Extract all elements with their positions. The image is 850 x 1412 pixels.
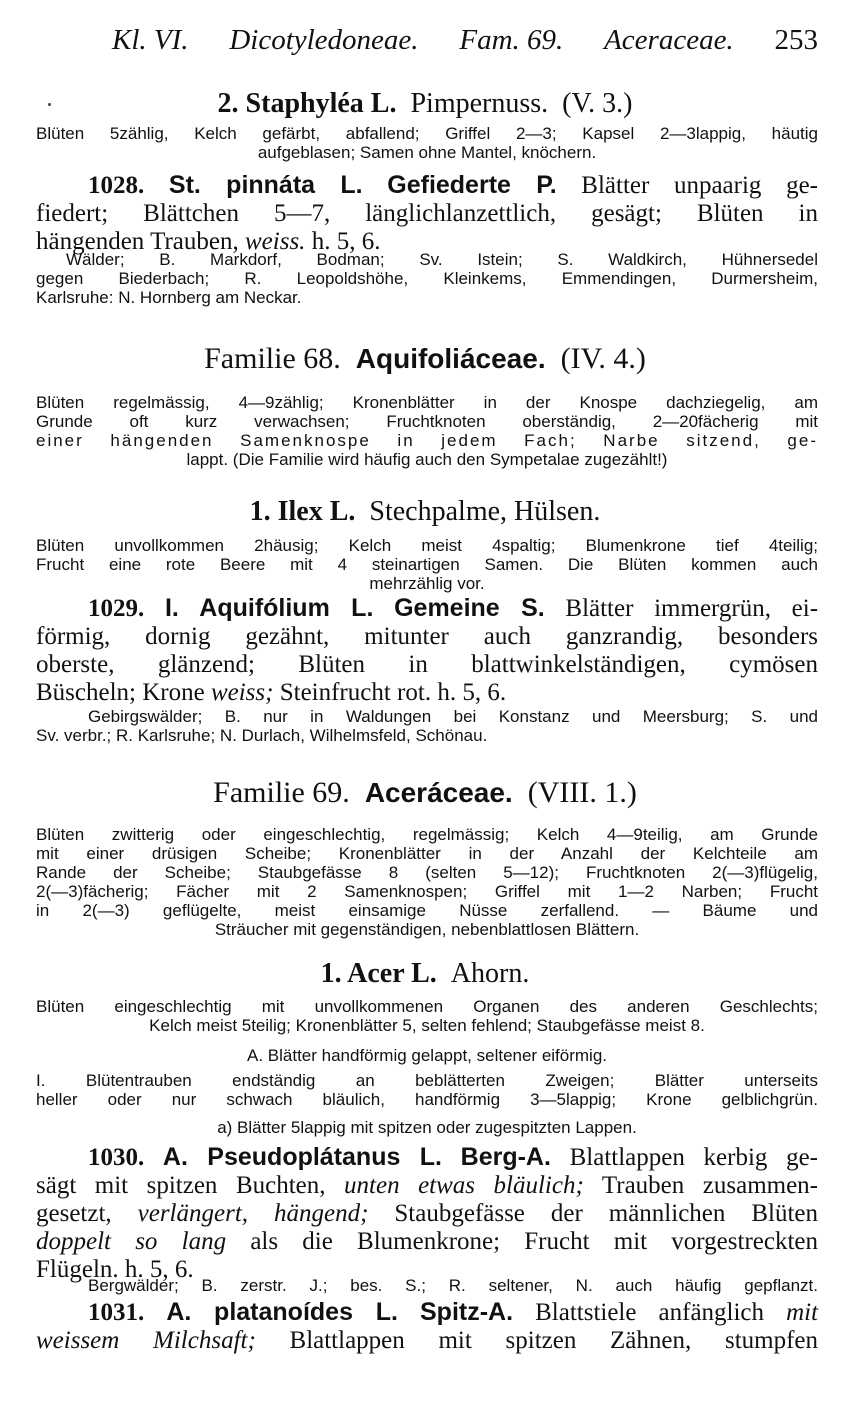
- header-family-name: Aceraceae.: [604, 24, 734, 56]
- genus-heading-acer: [0, 958, 850, 990]
- header-family: Fam. 69.: [459, 24, 564, 56]
- species-text: als die Blumenkrone; Frucht mit vorgestreckten: [250, 1228, 819, 1255]
- species-1029: [36, 594, 818, 707]
- species-text: Steinfrucht rot. h. 5, 6.: [279, 679, 507, 706]
- header-class: Kl. VI.: [112, 24, 189, 56]
- locations-1029: [36, 707, 818, 745]
- species-flower-color: weiss;: [210, 679, 274, 706]
- species-text: Blattstiele anfänglich: [535, 1299, 765, 1326]
- loc-line: Karlsruhe: N. Hornberg am Neckar.: [36, 288, 302, 307]
- species-number: 1031.: [88, 1299, 145, 1326]
- desc-line: mit einer drüsigen Scheibe; Kronenblätter in der Anzahl der Kelchteile am: [36, 844, 818, 863]
- species-common-name: Spitz-A.: [420, 1298, 514, 1326]
- family-description-69: [36, 825, 818, 939]
- desc-line: mehrzählig vor.: [369, 574, 485, 593]
- page-number: 253: [774, 24, 818, 56]
- desc-line: 2(—3)fächerig; Fächer mit 2 Samenknospen; Griffel mit 1—2 Narben; Frucht: [36, 882, 818, 901]
- desc-line: Grunde oft kurz verwachsen; Fruchtknoten oberständig, 2—20fächerig mit: [36, 412, 818, 431]
- desc-line: Blüten 5zählig, Kelch gefärbt, abfallend; Griffel 2—3; Kapsel 2—3lappig, häutig: [36, 124, 818, 143]
- genus-common-name: Stechpalme, Hülsen.: [369, 496, 601, 527]
- species-1031: [36, 1298, 818, 1355]
- species-line: [36, 1228, 818, 1256]
- desc-line: Sträucher mit gegenständigen, nebenblattlosen Blättern.: [214, 920, 640, 939]
- species-common-name: Gefiederte P.: [387, 171, 557, 199]
- family-name: Aquifoliáceae.: [355, 343, 546, 374]
- species-line: [36, 1172, 818, 1200]
- loc-line: Wälder; B. Markdorf, Bodman; Sv. Istein; S. Waldkirch, Hühnersedel: [66, 250, 818, 269]
- family-description-68: [36, 393, 818, 469]
- species-text: h. 5, 6.: [311, 228, 381, 255]
- desc-line: lappt. (Die Familie wird häufig auch den Sympetalae zugezählt!): [186, 450, 668, 469]
- desc-line: aufgeblasen; Samen ohne Mantel, knöchern.: [257, 143, 597, 162]
- genus-common-name: Ahorn.: [450, 958, 530, 989]
- genus-description-acer: [36, 997, 818, 1035]
- family-name: Aceráceae.: [364, 777, 513, 808]
- species-number: 1029.: [88, 595, 145, 622]
- key-a: [36, 1118, 818, 1137]
- species-line: [36, 679, 818, 707]
- desc-line: Blüten unvollkommen 2häusig; Kelch meist 4spaltig; Blumenkrone tief 4teilig;: [36, 536, 818, 555]
- species-emphasis: unten etwas bläulich;: [344, 1172, 584, 1199]
- genus-heading-staphylea: [0, 88, 850, 120]
- species-emphasis: mit: [786, 1299, 819, 1326]
- genus-system: (V. 3.): [562, 88, 633, 119]
- species-text: Blätter unpaarig ge-: [581, 172, 818, 199]
- desc-line: in 2(—3) geflügelte, meist einsamige Nüsse zerfallend. — Bäume und: [36, 901, 818, 920]
- desc-line: Blüten eingeschlechtig mit unvollkommenen Organen des anderen Geschlechts;: [36, 997, 818, 1016]
- family-heading-69: [0, 776, 850, 810]
- genus-name: 1. Ilex L.: [249, 496, 356, 527]
- species-text: Blattlappen mit spitzen Zähnen, stumpfen: [289, 1327, 819, 1354]
- species-emphasis: verlängert, hängend;: [137, 1200, 369, 1227]
- loc-line: gegen Biederbach; R. Leopoldshöhe, Kleinkems, Emmendingen, Durmersheim,: [36, 269, 818, 288]
- key-line: heller oder nur schwach bläulich, handförmig 3—5lappig; Krone gelblichgrün.: [36, 1090, 818, 1109]
- key-I: [36, 1071, 818, 1109]
- genus-common-name: Pimpernuss.: [410, 88, 549, 119]
- species-first-line: [36, 1298, 818, 1327]
- species-text: gesetzt,: [36, 1200, 112, 1227]
- genus-heading-ilex: [0, 496, 850, 528]
- family-heading-68: [0, 342, 850, 376]
- species-first-line: [36, 594, 818, 623]
- family-system: (VIII. 1.): [527, 776, 637, 809]
- species-name: I. Aquifólium L.: [164, 594, 374, 622]
- species-common-name: Berg-A.: [460, 1143, 551, 1171]
- family-label: Familie 69.: [213, 776, 350, 809]
- species-line: [36, 1327, 818, 1355]
- genus-name: Staphyléa L.: [245, 88, 397, 119]
- desc-line: Kelch meist 5teilig; Kronenblätter 5, selten fehlend; Staubgefässe meist 8.: [149, 1016, 705, 1035]
- species-emphasis: weissem Milchsaft;: [36, 1327, 256, 1354]
- species-first-line: [36, 1143, 818, 1172]
- desc-line: Blüten zwitterig oder eingeschlechtig, regelmässig; Kelch 4—9teilig, am Grunde: [36, 825, 818, 844]
- locations-1030: [36, 1276, 818, 1295]
- species-line: [36, 1200, 818, 1228]
- species-text: hängenden Trauben,: [36, 228, 239, 255]
- genus-description-staphylea: [36, 124, 818, 162]
- locations-1028: [36, 250, 818, 307]
- key-line: a) Blätter 5lappig mit spitzen oder zugespitzten Lappen.: [217, 1118, 637, 1137]
- family-label: Familie 68.: [204, 342, 341, 375]
- species-1030: [36, 1143, 818, 1284]
- family-system: (IV. 4.): [560, 342, 646, 375]
- species-text: Trauben zusammen-: [601, 1172, 819, 1199]
- header-subclass: Dicotyledoneae.: [229, 24, 419, 56]
- desc-line: einer hängenden Samenknospe in jedem Fach; Narbe sitzend, ge-: [36, 431, 818, 450]
- species-text: Büscheln; Krone: [36, 679, 205, 706]
- species-text: Blattlappen kerbig ge-: [569, 1144, 818, 1171]
- species-line: oberste, glänzend; Blüten in blattwinkelständigen, cymösen: [36, 651, 818, 678]
- species-line: fiedert; Blättchen 5—7, länglichlanzettlich, gesägt; Blüten in: [36, 200, 818, 227]
- species-name: St. pinnáta L.: [168, 171, 363, 199]
- genus-description-ilex: [36, 536, 818, 593]
- key-line: A. Blätter handförmig gelappt, seltener eiförmig.: [246, 1046, 608, 1065]
- species-name: A. Pseudoplátanus L.: [162, 1143, 442, 1171]
- desc-line: Rande der Scheibe; Staubgefässe 8 (selten 5—12); Fruchtknoten 2(—3)flügelig,: [36, 863, 818, 882]
- genus-number: 2.: [217, 88, 239, 119]
- desc-line: Blüten regelmässig, 4—9zählig; Kronenblätter in der Knospe dachziegelig, am: [36, 393, 818, 412]
- running-header: [112, 24, 818, 57]
- species-number: 1030.: [88, 1144, 145, 1171]
- loc-line: Bergwälder; B. zerstr. J.; bes. S.; R. seltener, N. auch häufig gepflanzt.: [88, 1276, 818, 1295]
- species-1028: [36, 171, 818, 256]
- loc-line: Sv. verbr.; R. Karlsruhe; N. Durlach, Wilhelmsfeld, Schönau.: [36, 726, 488, 745]
- species-common-name: Gemeine S.: [394, 594, 545, 622]
- species-line: förmig, dornig gezähnt, mitunter auch ganzrandig, besonders: [36, 623, 818, 650]
- species-text: sägt mit spitzen Buchten,: [36, 1172, 326, 1199]
- key-A: [36, 1046, 818, 1065]
- species-text: Blätter immergrün, ei-: [565, 595, 819, 622]
- species-first-line: [36, 171, 818, 200]
- species-name: A. platanoídes L.: [166, 1298, 398, 1326]
- key-line: I. Blütentrauben endständig an beblätterten Zweigen; Blätter unterseits: [36, 1071, 818, 1090]
- species-line: Flügeln. h. 5, 6.: [36, 1256, 194, 1283]
- loc-line: Gebirgswälder; B. nur in Waldungen bei Konstanz und Meersburg; S. und: [88, 707, 818, 726]
- genus-name: 1. Acer L.: [320, 958, 437, 989]
- desc-line: Frucht eine rote Beere mit 4 steinartigen Samen. Die Blüten kommen auch: [36, 555, 818, 574]
- species-text: Staubgefässe der männlichen Blüten: [394, 1200, 819, 1227]
- species-number: 1028.: [88, 172, 145, 199]
- species-emphasis: doppelt so lang: [36, 1228, 227, 1255]
- species-flower-color: weiss.: [245, 228, 306, 255]
